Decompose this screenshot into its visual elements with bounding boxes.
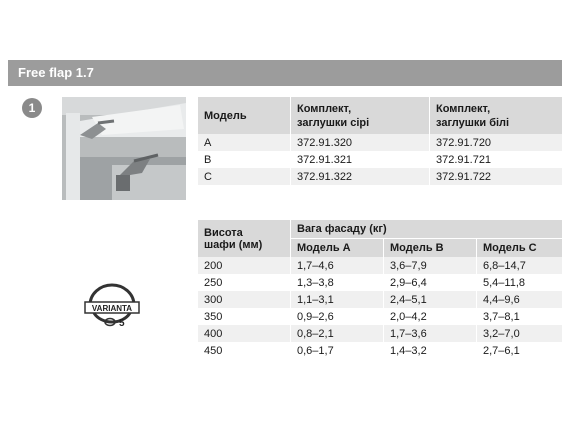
cell-weight-a: 0,9–2,6 [291, 308, 384, 325]
cell-weight-b: 1,4–3,2 [384, 342, 477, 359]
cell-weight-c: 6,8–14,7 [477, 257, 563, 274]
header-cabinet-height-line2: шафи (мм) [198, 239, 291, 258]
table-row [198, 291, 562, 308]
cell-model: C [198, 168, 291, 185]
cell-weight-c: 3,7–8,1 [477, 308, 563, 325]
step-number-badge: 1 [22, 98, 42, 118]
cell-weight-b: 1,7–3,6 [384, 325, 477, 342]
cell-weight-c: 3,2–7,0 [477, 325, 563, 342]
cell-height: 300 [198, 291, 291, 308]
cell-height: 400 [198, 325, 291, 342]
logo-badge-number: 5 [119, 318, 125, 329]
header-model-a: Модель A [291, 239, 384, 258]
cell-weight-c: 2,7–6,1 [477, 342, 563, 359]
table-row [198, 274, 562, 291]
cell-weight-c: 4,4–9,6 [477, 291, 563, 308]
cell-weight-b: 2,4–5,1 [384, 291, 477, 308]
product-photo [62, 97, 186, 200]
cell-model: A [198, 134, 291, 151]
cell-weight-b: 3,6–7,9 [384, 257, 477, 274]
table-row [198, 308, 562, 325]
cell-weight-a: 1,1–3,1 [291, 291, 384, 308]
cell-weight-b: 2,9–6,4 [384, 274, 477, 291]
table-row [198, 325, 562, 342]
header-model: Модель [198, 97, 291, 134]
cell-height: 350 [198, 308, 291, 325]
front-weight-table [198, 220, 562, 359]
table-header-row [198, 97, 562, 134]
varianta-logo [82, 281, 142, 333]
cell-white-article: 372.91.722 [430, 168, 563, 185]
header-front-weight: Вага фасаду (кг) [291, 220, 563, 239]
table-row [198, 168, 562, 185]
section-title: Free flap 1.7 [18, 65, 94, 80]
header-cabinet-height-line1: Висота [198, 220, 291, 239]
logo-text: VARIANTA [91, 304, 133, 313]
cell-weight-a: 1,7–4,6 [291, 257, 384, 274]
cell-grey-article: 372.91.320 [291, 134, 430, 151]
cell-grey-article: 372.91.321 [291, 151, 430, 168]
section-title-bar [8, 60, 562, 86]
cell-height: 200 [198, 257, 291, 274]
table-header-row [198, 239, 562, 258]
table-row [198, 151, 562, 168]
cell-weight-a: 1,3–3,8 [291, 274, 384, 291]
cell-weight-c: 5,4–11,8 [477, 274, 563, 291]
cell-grey-article: 372.91.322 [291, 168, 430, 185]
cell-weight-a: 0,8–2,1 [291, 325, 384, 342]
header-model-c: Модель C [477, 239, 563, 258]
table-row [198, 342, 562, 359]
cell-height: 250 [198, 274, 291, 291]
cell-weight-b: 2,0–4,2 [384, 308, 477, 325]
header-kit-white: Комплект, заглушки білі [430, 97, 563, 134]
table-row [198, 257, 562, 274]
table-row [198, 134, 562, 151]
cell-model: B [198, 151, 291, 168]
cell-white-article: 372.91.721 [430, 151, 563, 168]
header-kit-grey: Комплект, заглушки сірі [291, 97, 430, 134]
header-model-b: Модель B [384, 239, 477, 258]
model-article-table [198, 97, 562, 185]
cell-white-article: 372.91.720 [430, 134, 563, 151]
table-header-row [198, 220, 562, 239]
cell-weight-a: 0,6–1,7 [291, 342, 384, 359]
cell-height: 450 [198, 342, 291, 359]
